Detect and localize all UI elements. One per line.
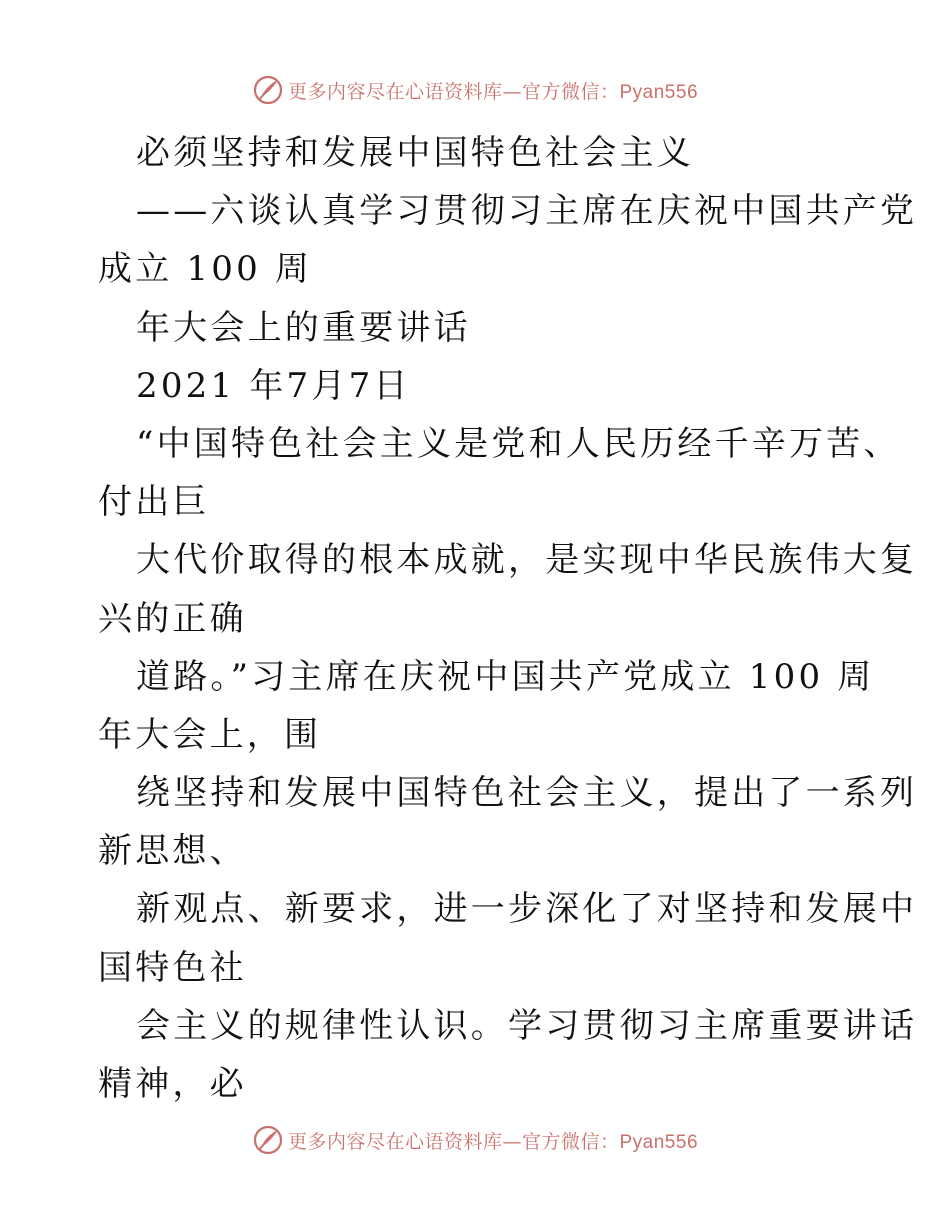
- header-watermark: [0, 72, 950, 108]
- text-line: 付出巨: [98, 482, 210, 523]
- text-line: 2021 年7月7日: [136, 365, 411, 406]
- text-line: 新思想、: [98, 831, 247, 872]
- watermark-text: 更多内容尽在心语资料库—官方微信：Pyan556: [287, 80, 699, 103]
- document-body: [98, 124, 918, 1113]
- feather-pen-logo-icon: [252, 1124, 284, 1156]
- text-line: 会主义的规律性认识。学习贯彻习主席重要讲话: [136, 1005, 918, 1046]
- text-line: 兴的正确: [98, 598, 247, 639]
- text-line: 必须坚持和发展中国特色社会主义: [136, 133, 694, 173]
- feather-pen-logo-icon: [252, 74, 284, 106]
- text-line: 新观点、新要求，进一步深化了对坚持和发展中: [136, 889, 918, 930]
- text-line: 年大会上，围: [98, 714, 322, 755]
- text-line: 年大会上的重要讲话: [136, 307, 471, 348]
- text-line: ——六谈认真学习贯彻习主席在庆祝中国共产党: [136, 191, 918, 232]
- text-line: 精神，必: [98, 1064, 247, 1104]
- footer-watermark: [0, 1122, 950, 1158]
- text-line: 国特色社: [98, 947, 247, 988]
- text-line: 绕坚持和发展中国特色社会主义，提出了一系列: [136, 773, 918, 814]
- text-line: 成立 100 周: [98, 249, 313, 290]
- text-line: 大代价取得的根本成就，是实现中华民族伟大复: [136, 540, 918, 581]
- watermark-text: 更多内容尽在心语资料库—官方微信：Pyan556: [287, 1130, 699, 1153]
- text-line: 道路。”习主席在庆祝中国共产党成立 100 周: [136, 656, 875, 697]
- text-line: “中国特色社会主义是党和人民历经千辛万苦、: [136, 423, 901, 464]
